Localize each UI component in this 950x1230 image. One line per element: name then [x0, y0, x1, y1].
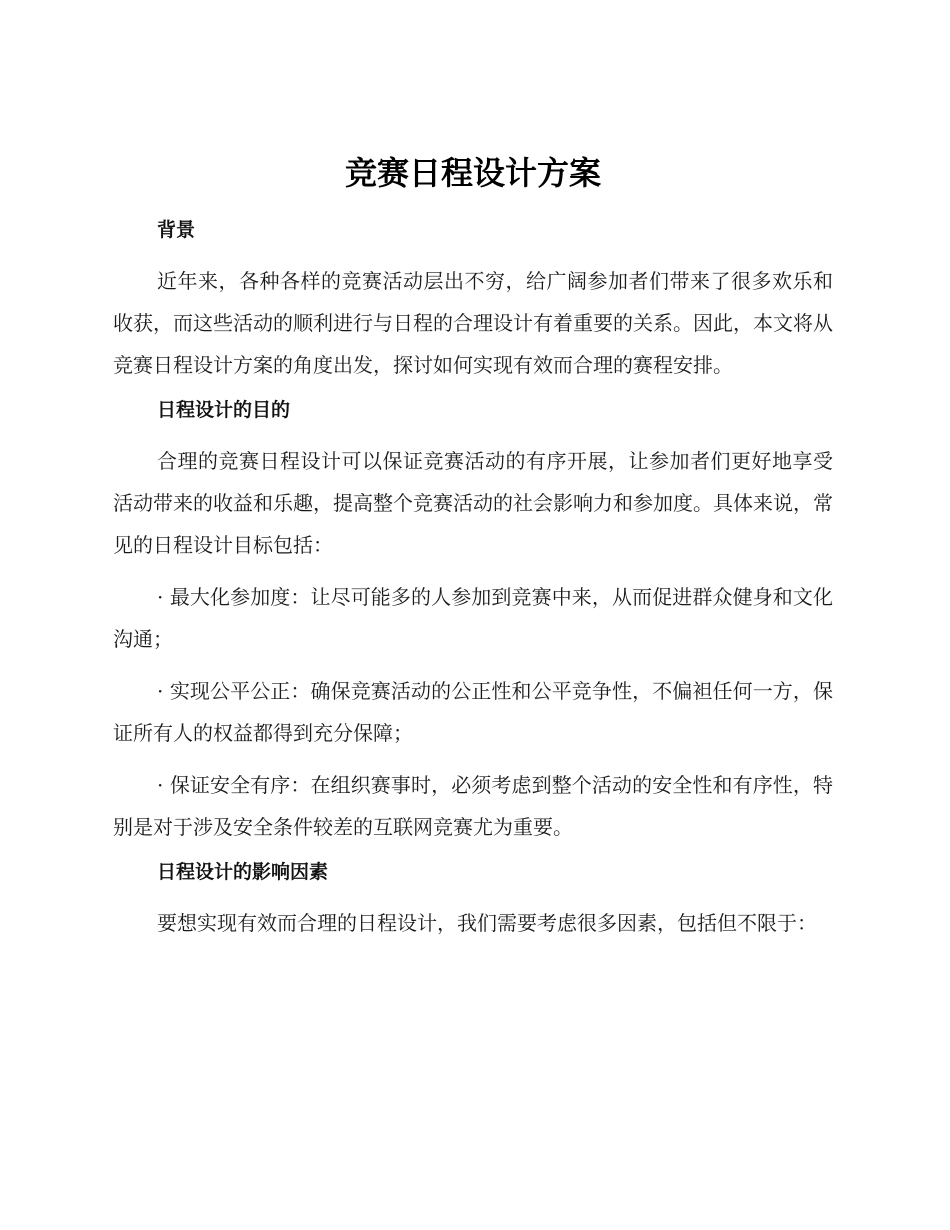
paragraph-factors-intro: 要想实现有效而合理的日程设计，我们需要考虑很多因素，包括但不限于： — [157, 911, 817, 935]
section-background — [113, 216, 833, 386]
bullet-item-safety: · 保证安全有序：在组织赛事时，必须考虑到整个活动的安全性和有序性，特别是对于涉及安全条件较差的互联网竞赛尤为重要。 — [113, 773, 833, 839]
section-heading-purpose: 日程设计的目的 — [157, 399, 291, 421]
document-page — [113, 150, 833, 954]
section-heading-background: 背景 — [157, 219, 196, 241]
section-heading-factors: 日程设计的影响因素 — [157, 861, 329, 883]
paragraph-background: 近年来，各种各样的竞赛活动层出不穷，给广阔参加者们带来了很多欢乐和收获，而这些活动的顺利进行与日程的合理设计有着重要的关系。因此，本文将从竞赛日程设计方案的角度出发，探讨如何实现有效而合理的赛程安排。 — [113, 269, 833, 377]
bullet-item-participation: · 最大化参加度：让尽可能多的人参加到竞赛中来，从而促进群众健身和文化沟通； — [113, 585, 833, 651]
bullet-item-fairness: · 实现公平公正：确保竞赛活动的公正性和公平竞争性，不偏袒任何一方，保证所有人的权益都得到充分保障； — [113, 679, 833, 745]
document-title: 竞赛日程设计方案 — [344, 154, 601, 192]
section-factors — [113, 858, 833, 944]
section-purpose — [113, 396, 833, 848]
paragraph-purpose-intro: 合理的竞赛日程设计可以保证竞赛活动的有序开展，让参加者们更好地享受活动带来的收益和乐趣，提高整个竞赛活动的社会影响力和参加度。具体来说，常见的日程设计目标包括： — [113, 449, 833, 557]
